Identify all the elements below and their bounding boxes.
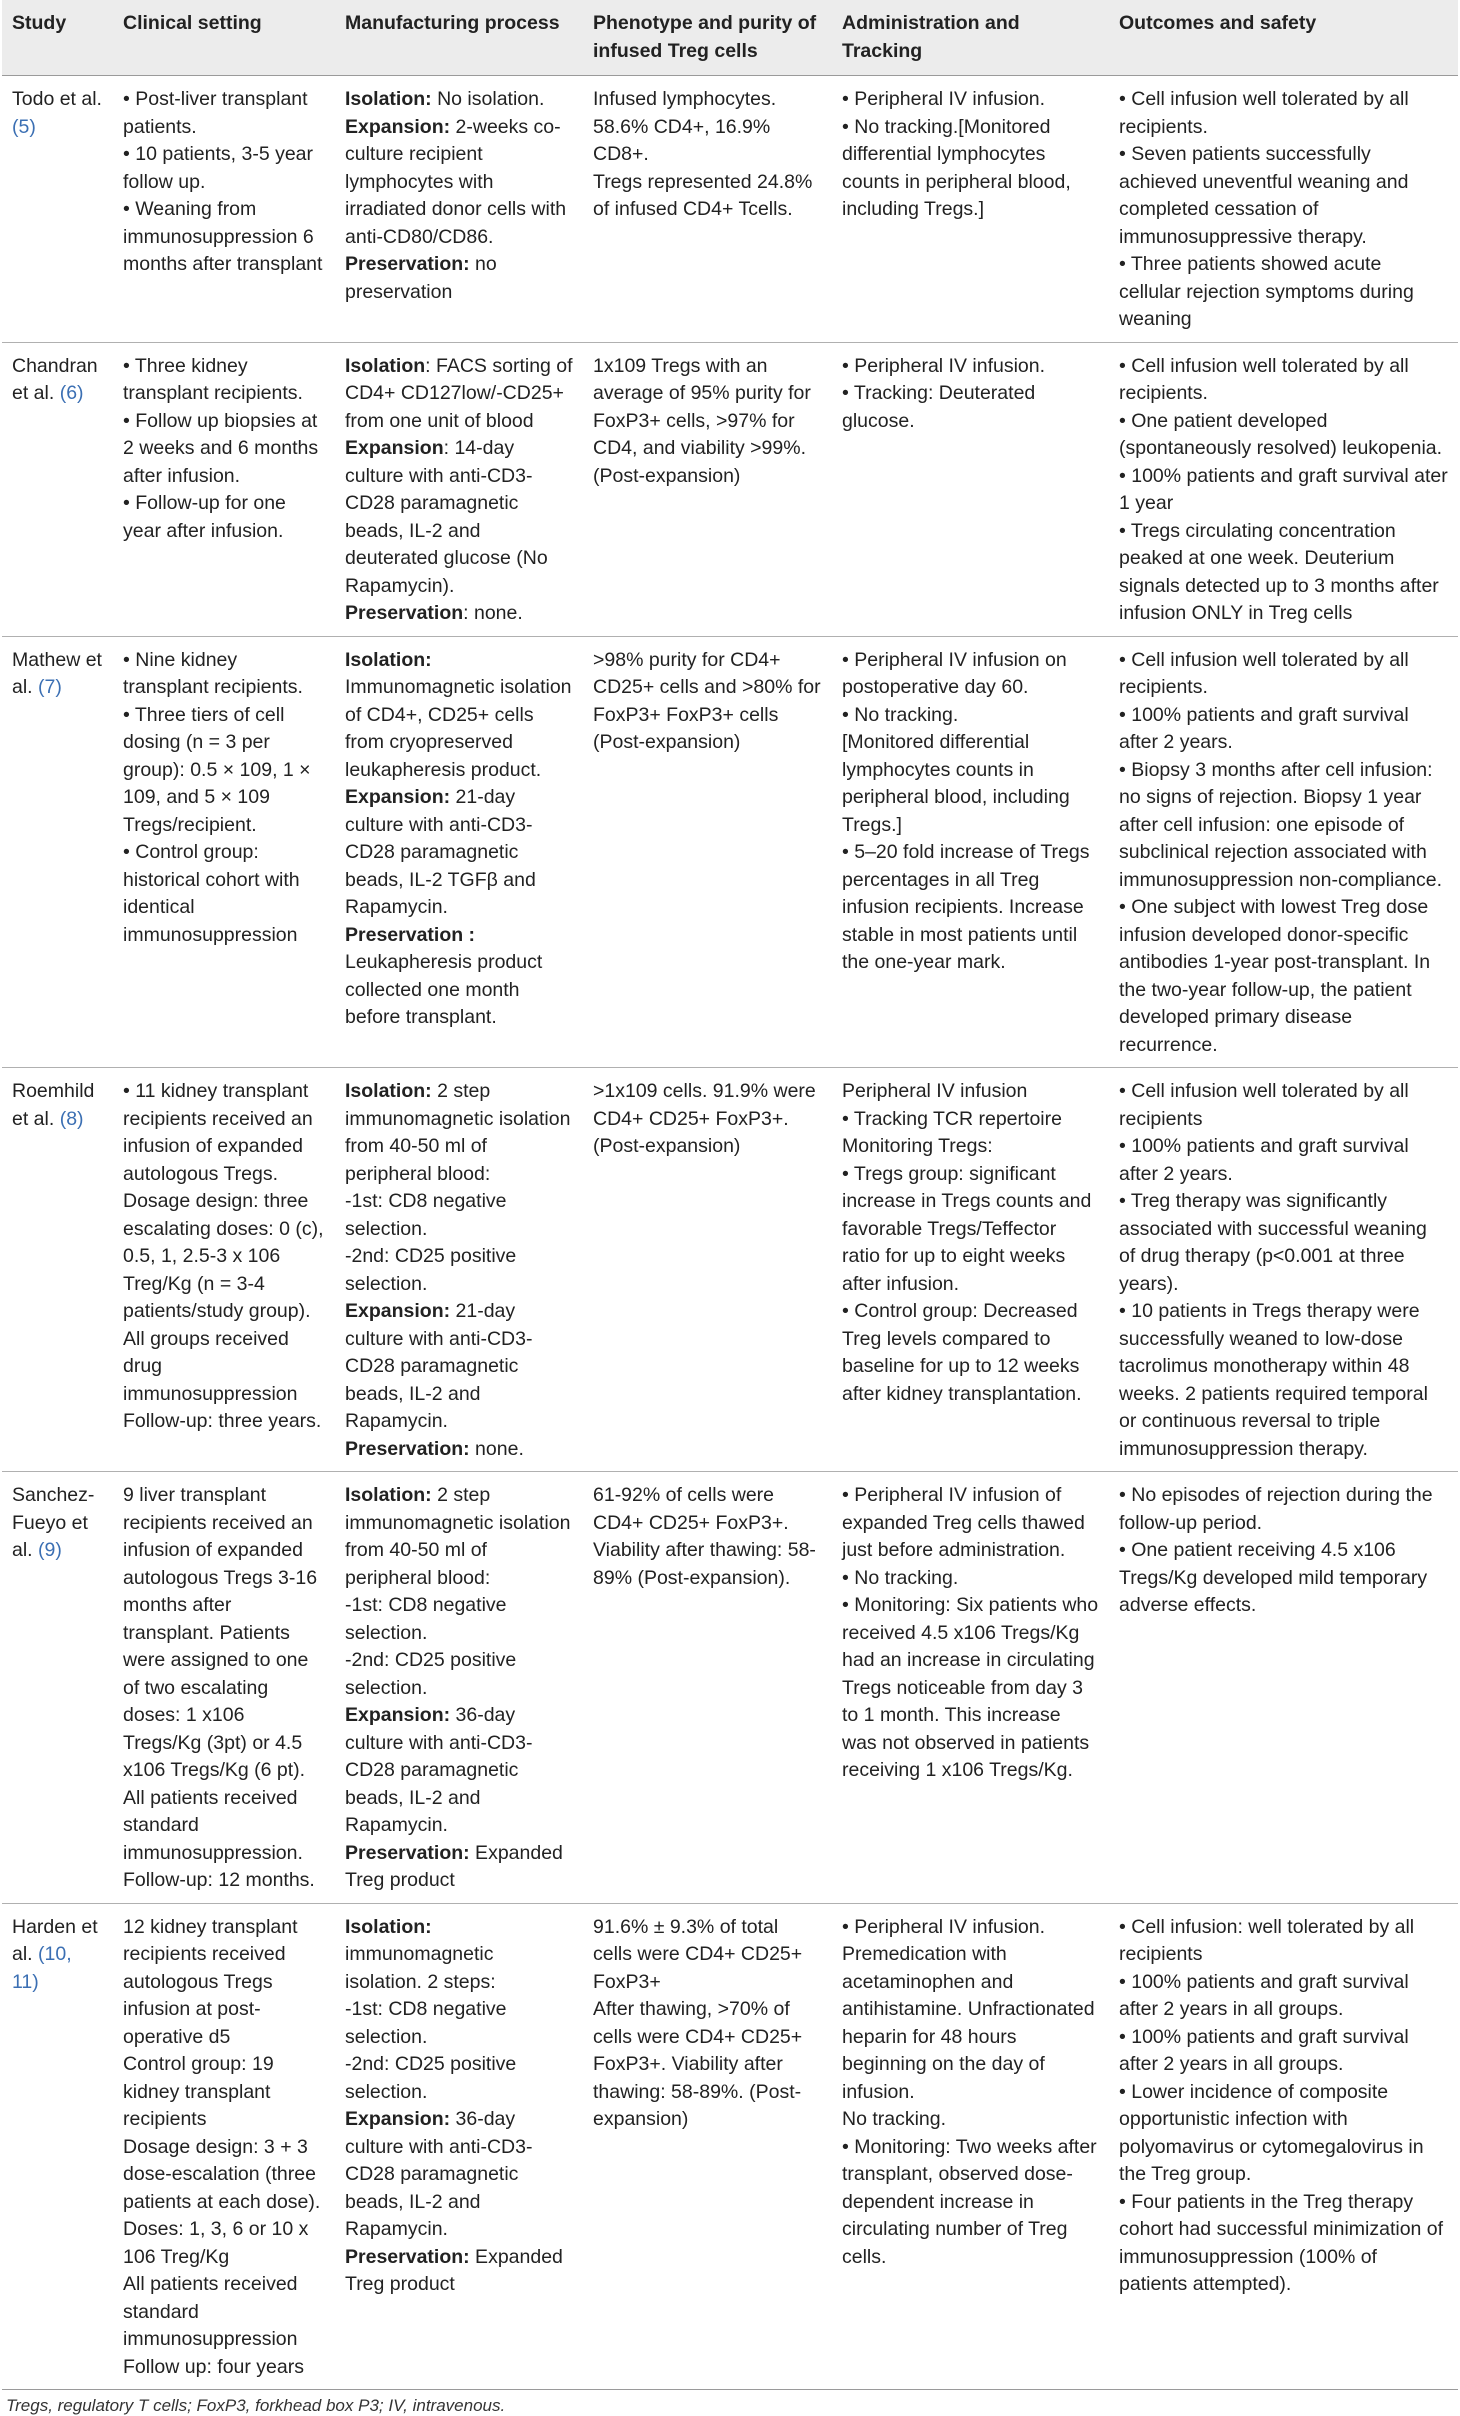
administration-line: • Monitoring: Six patients who received 4.5 x106 Tregs/Kg had an increase in circulating Tregs noticeable from day 3 to 1 month. This increase was not observed in patients receiving 1 x106 Tregs/Kg. <box>842 1594 1099 1781</box>
cell-administration <box>832 76 1109 343</box>
treg-trials-table <box>2 0 1458 2390</box>
header-outcomes: Outcomes and safety <box>1109 0 1458 76</box>
manufacturing-text: : none. <box>463 602 523 624</box>
phenotype-line: 61-92% of cells were CD4+ CD25+ FoxP3+. Viability after thawing: 58-89% (Post-expansion). <box>593 1484 816 1589</box>
header-administration: Administration and Tracking <box>832 0 1109 76</box>
header-manufacturing-process: Manufacturing process <box>335 0 583 76</box>
cell-clinical-setting <box>113 76 335 343</box>
manufacturing-line <box>345 1592 573 1647</box>
manufacturing-text: no preservation <box>345 253 497 303</box>
outcome-line: • Three patients showed acute cellular rejection symptoms during weaning <box>1119 253 1414 330</box>
clinical-line: All patients received standard immunosuppression. <box>123 1786 303 1864</box>
administration-line: • Tracking: Deuterated glucose. <box>842 382 1036 432</box>
study-reference-link[interactable]: (9) <box>38 1539 62 1561</box>
clinical-line: • Follow-up for one year after infusion. <box>123 492 286 542</box>
manufacturing-text: Expanded Treg product <box>345 2245 563 2295</box>
cell-manufacturing <box>335 1903 583 2390</box>
header-study: Study <box>2 0 113 76</box>
phenotype-line: Infused lymphocytes. 58.6% CD4+, 16.9% CD8+. <box>593 88 777 165</box>
clinical-line: Follow-up: 12 months. <box>123 1869 315 1891</box>
manufacturing-label: Isolation: <box>345 1915 432 1938</box>
outcome-line: • Cell infusion well tolerated by all recipients. <box>1119 648 1409 698</box>
cell-study <box>2 342 113 636</box>
outcome-line: • 100% patients and graft survival after 2 years. <box>1119 703 1409 753</box>
manufacturing-label: Isolation: <box>345 1484 432 1506</box>
administration-line: • Peripheral IV infusion. Premedication with acetaminophen and antihistamine. Unfractionated heparin for 48 hours beginning on the day of infusion. <box>842 1915 1095 2103</box>
clinical-line: 9 liver transplant recipients received an infusion of expanded autologous Tregs 3-16 months after transplant. Patients were assigned to one of two escalating doses: 1 x106 Tregs/Kg (3pt) or 4.5 x106 Tregs/Kg (6 pt). <box>123 1484 318 1781</box>
study-reference-link[interactable]: (10, 11) <box>12 1943 72 1993</box>
manufacturing-line <box>345 114 573 252</box>
table-row <box>2 342 1458 636</box>
cell-clinical-setting <box>113 342 335 636</box>
manufacturing-text: -2nd: CD25 positive selection. <box>345 1245 517 1295</box>
manufacturing-text: Leukapheresis product collected one month before transplant. <box>345 951 543 1028</box>
table-body <box>2 76 1458 2390</box>
outcome-line: • Cell infusion well tolerated by all recipients. <box>1119 354 1409 404</box>
clinical-line: • Control group: historical cohort with identical immunosuppression <box>123 841 300 946</box>
manufacturing-text: 36-day culture with anti-CD3-CD28 paramagnetic beads, IL-2 and Rapamycin. <box>345 2108 533 2240</box>
manufacturing-text: 21-day culture with anti-CD3-CD28 paramagnetic beads, IL-2 TGFβ and Rapamycin. <box>345 786 536 918</box>
administration-line: • No tracking. <box>842 1566 959 1589</box>
manufacturing-line <box>345 86 573 114</box>
study-name: Mathew et al. <box>12 648 102 698</box>
study-name: Todo et al. <box>12 88 102 110</box>
administration-line: • Peripheral IV infusion of expanded Treg cells thawed just before administration. <box>842 1484 1085 1561</box>
clinical-line: Follow-up: three years. <box>123 1410 322 1432</box>
manufacturing-label: Expansion: <box>345 1704 451 1726</box>
manufacturing-line <box>345 1078 573 1188</box>
phenotype-line: Tregs represented 24.8% of infused CD4+ Tcells. <box>593 170 813 220</box>
header-clinical-setting: Clinical setting <box>113 0 335 76</box>
cell-manufacturing <box>335 1472 583 1904</box>
outcome-line: • Cell infusion well tolerated by all recipients. <box>1119 88 1409 138</box>
manufacturing-line <box>345 353 573 436</box>
study-reference-link[interactable]: (5) <box>12 115 36 138</box>
administration-line: • Peripheral IV infusion. <box>842 88 1046 110</box>
manufacturing-text: 36-day culture with anti-CD3-CD28 paramagnetic beads, IL-2 and Rapamycin. <box>345 1704 533 1836</box>
outcome-line: • Lower incidence of composite opportunistic infection with polyomavirus or cytomegalovirus in the Treg group. <box>1119 2080 1424 2185</box>
outcome-line: • 100% patients and graft survival after 2 years in all groups. <box>1119 1970 1409 2020</box>
cell-study <box>2 636 113 1068</box>
manufacturing-text: 2 step immunomagnetic isolation from 40-50 ml of peripheral blood: <box>345 1080 571 1185</box>
manufacturing-label: Expansion: <box>345 786 451 808</box>
manufacturing-line <box>345 2244 573 2299</box>
outcome-line: • 10 patients in Tregs therapy were successfully weaned to low-dose tacrolimus monotherapy within 48 weeks. 2 patients required temporal or continuous reversal to triple immunosuppression therapy. <box>1119 1300 1428 1460</box>
manufacturing-label: Preservation <box>345 602 464 624</box>
manufacturing-label: Preservation: <box>345 1437 470 1460</box>
manufacturing-line <box>345 251 573 306</box>
administration-line: • Tracking TCR repertoire <box>842 1107 1062 1130</box>
header-phenotype: Phenotype and purity of infused Treg cells <box>583 0 832 76</box>
clinical-line: • Three kidney transplant recipients. <box>123 354 303 404</box>
phenotype-line: 91.6% ± 9.3% of total cells were CD4+ CD25+ FoxP3+ <box>593 1915 803 1993</box>
manufacturing-text: -2nd: CD25 positive selection. <box>345 2053 517 2103</box>
manufacturing-text: none. <box>469 1437 524 1460</box>
manufacturing-line <box>345 1996 573 2051</box>
outcome-line: • One patient receiving 4.5 x106 Tregs/Kg developed mild temporary adverse effects. <box>1119 1539 1428 1616</box>
manufacturing-line <box>345 922 573 1032</box>
manufacturing-label: Preservation : <box>345 923 476 946</box>
clinical-line: • 10 patients, 3-5 year follow up. <box>123 143 314 193</box>
outcome-line: • Treg therapy was significantly associated with successful weaning of drug therapy (p<0.001 at three years). <box>1119 1190 1427 1295</box>
manufacturing-line <box>345 1298 573 1436</box>
manufacturing-label: Isolation: <box>345 88 432 110</box>
cell-phenotype <box>583 636 832 1068</box>
table-footnote: Tregs, regulatory T cells; FoxP3, forkhead box P3; IV, intravenous. <box>6 2396 506 2415</box>
manufacturing-line <box>345 1482 573 1592</box>
header-row <box>2 0 1458 76</box>
outcome-line: • Cell infusion: well tolerated by all recipients <box>1119 1915 1415 1965</box>
manufacturing-label: Isolation: <box>345 1080 432 1102</box>
cell-administration <box>832 636 1109 1068</box>
cell-clinical-setting <box>113 1903 335 2390</box>
cell-manufacturing <box>335 76 583 343</box>
study-name: Roemhild et al. <box>12 1080 95 1130</box>
administration-line: • No tracking. <box>842 703 959 726</box>
cell-manufacturing <box>335 1068 583 1472</box>
study-reference-link[interactable]: (8) <box>59 1107 84 1130</box>
clinical-line: Dosage design: three escalating doses: 0 (c), 0.5, 1, 2.5-3 x 106 Treg/Kg (n = 3-4 patients/study group). <box>123 1190 324 1322</box>
administration-line: • No tracking.[Monitored differential lymphocytes counts in peripheral blood, including Tregs.] <box>842 115 1071 220</box>
table-row <box>2 76 1458 343</box>
manufacturing-text: Expanded Treg product <box>345 1841 563 1891</box>
cell-outcomes <box>1109 76 1458 343</box>
outcome-line: • Cell infusion well tolerated by all recipients <box>1119 1080 1409 1130</box>
clinical-line: Control group: 19 kidney transplant recipients <box>123 2053 274 2130</box>
manufacturing-line <box>345 2051 573 2106</box>
cell-administration <box>832 342 1109 636</box>
manufacturing-label: Preservation: <box>345 1841 470 1864</box>
table-row <box>2 636 1458 1068</box>
cell-outcomes <box>1109 636 1458 1068</box>
clinical-line: Dosage design: 3 + 3 dose-escalation (three patients at each dose). Doses: 1, 3, 6 or 10 x 106 Treg/Kg <box>123 2135 321 2268</box>
cell-study <box>2 76 113 343</box>
clinical-line: 12 kidney transplant recipients received autologous Tregs infusion at post-operative d5 <box>123 1915 298 2048</box>
cell-clinical-setting <box>113 636 335 1068</box>
manufacturing-line <box>345 435 573 600</box>
cell-administration <box>832 1903 1109 2390</box>
administration-line: • Peripheral IV infusion on postoperative day 60. <box>842 648 1067 698</box>
study-name: Sanchez-Fueyo et al. <box>12 1484 95 1561</box>
manufacturing-label: Isolation <box>345 354 426 377</box>
manufacturing-text: : FACS sorting of CD4+ CD127low/-CD25+ from one unit of blood <box>345 354 573 432</box>
phenotype-line: 1x109 Tregs with an average of 95% purity for FoxP3+ cells, >97% for CD4, and viability >99%. (Post-expansion) <box>593 354 811 487</box>
manufacturing-text: 21-day culture with anti-CD3-CD28 paramagnetic beads, IL-2 and Rapamycin. <box>345 1300 533 1432</box>
cell-study <box>2 1472 113 1904</box>
clinical-line: • 11 kidney transplant recipients received an infusion of expanded autologous Tregs. <box>123 1080 313 1185</box>
manufacturing-text: -1st: CD8 negative selection. <box>345 1998 507 2048</box>
clinical-line: • Post-liver transplant patients. <box>123 88 308 138</box>
administration-line: • Control group: Decreased Treg levels compared to baseline for up to 12 weeks after kidney transplantation. <box>842 1300 1082 1405</box>
administration-line: [Monitored differential lymphocytes counts in peripheral blood, including Tregs.] <box>842 731 1070 836</box>
manufacturing-text: immunomagnetic isolation. 2 steps: <box>345 1943 496 1993</box>
outcome-line: • No episodes of rejection during the follow-up period. <box>1119 1484 1433 1534</box>
cell-outcomes <box>1109 1472 1458 1904</box>
clinical-line: • Three tiers of cell dosing (n = 3 per group): 0.5 × 109, 1 × 109, and 5 × 109 Tregs/recipient. <box>123 703 311 836</box>
cell-manufacturing <box>335 342 583 636</box>
outcome-line: • One patient developed (spontaneously resolved) leukopenia. <box>1119 409 1443 459</box>
manufacturing-text: -1st: CD8 negative selection. <box>345 1190 507 1240</box>
administration-line: • Tregs group: significant increase in Tregs counts and favorable Tregs/Teffector ratio for up to eight weeks after infusion. <box>842 1162 1092 1295</box>
outcome-line: • 100% patients and graft survival after 2 years in all groups. <box>1119 2025 1409 2075</box>
study-name: Harden et al. <box>12 1915 98 1965</box>
administration-line: Monitoring Tregs: <box>842 1135 993 1157</box>
outcome-line: • Four patients in the Treg therapy cohort had successful minimization of immunosuppression (100% of patients attempted). <box>1119 2190 1444 2295</box>
table-header <box>2 0 1458 76</box>
clinical-line: All groups received drug immunosuppression <box>123 1327 298 1405</box>
cell-manufacturing <box>335 636 583 1068</box>
phenotype-line: >1x109 cells. 91.9% were CD4+ CD25+ FoxP3+. (Post-expansion) <box>593 1080 816 1157</box>
manufacturing-label: Expansion: <box>345 115 451 138</box>
study-reference-link[interactable]: (6) <box>59 382 84 404</box>
manufacturing-text: 2 step immunomagnetic isolation from 40-50 ml of peripheral blood: <box>345 1484 571 1589</box>
manufacturing-line <box>345 1188 573 1243</box>
manufacturing-line <box>345 1840 573 1895</box>
manufacturing-line <box>345 1914 573 1942</box>
outcome-line: • One subject with lowest Treg dose infusion developed donor-specific antibodies 1-year post-transplant. In the two-year follow-up, the patient developed primary disease recurrence. <box>1119 896 1431 1056</box>
manufacturing-label: Expansion <box>345 437 444 459</box>
clinical-line: • Nine kidney transplant recipients. <box>123 648 303 698</box>
manufacturing-line <box>345 600 573 628</box>
administration-line: Peripheral IV infusion <box>842 1080 1028 1102</box>
cell-study <box>2 1068 113 1472</box>
administration-line: • Peripheral IV infusion. <box>842 354 1046 377</box>
outcome-line: • 100% patients and graft survival after 2 years. <box>1119 1135 1409 1185</box>
cell-phenotype <box>583 76 832 343</box>
manufacturing-line <box>345 784 573 922</box>
administration-line: No tracking. <box>842 2108 947 2130</box>
manufacturing-line <box>345 2106 573 2244</box>
table-row <box>2 1472 1458 1904</box>
outcome-line: • 100% patients and graft survival ater 1 year <box>1119 464 1448 514</box>
outcome-line: • Biopsy 3 months after cell infusion: no signs of rejection. Biopsy 1 year after cell infusion: one episode of subclinical rejection associated with immunosuppression non-compliance. <box>1119 758 1442 891</box>
cell-outcomes <box>1109 1068 1458 1472</box>
cell-clinical-setting <box>113 1068 335 1472</box>
manufacturing-line <box>345 1436 573 1464</box>
manufacturing-line <box>345 1941 573 1996</box>
manufacturing-label: Isolation: <box>345 648 432 671</box>
cell-administration <box>832 1068 1109 1472</box>
manufacturing-label: Expansion: <box>345 1300 451 1322</box>
study-name: Chandran et al. <box>12 354 98 404</box>
outcome-line: • Seven patients successfully achieved uneventful weaning and completed cessation of immunosuppressive therapy. <box>1119 143 1409 248</box>
cell-phenotype <box>583 1903 832 2390</box>
cell-administration <box>832 1472 1109 1904</box>
clinical-line: All patients received standard immunosuppression <box>123 2273 298 2350</box>
cell-phenotype <box>583 1472 832 1904</box>
cell-outcomes <box>1109 1903 1458 2390</box>
table-row <box>2 1068 1458 1472</box>
manufacturing-label: Preservation: <box>345 253 470 275</box>
cell-phenotype <box>583 342 832 636</box>
manufacturing-text: 2-weeks co-culture recipient lymphocytes with irradiated donor cells with anti-CD80/CD86. <box>345 115 567 248</box>
study-reference-link[interactable]: (7) <box>38 676 62 698</box>
manufacturing-label: Preservation: <box>345 2245 470 2268</box>
manufacturing-text: -1st: CD8 negative selection. <box>345 1594 507 1644</box>
outcome-line: • Tregs circulating concentration peaked at one week. Deuterium signals detected up to 3 months after infusion ONLY in Treg cells <box>1119 519 1439 624</box>
clinical-line: • Follow up biopsies at 2 weeks and 6 months after infusion. <box>123 409 319 487</box>
manufacturing-line <box>345 1647 573 1702</box>
phenotype-line: >98% purity for CD4+ CD25+ cells and >80% for FoxP3+ FoxP3+ cells (Post-expansion) <box>593 648 821 753</box>
phenotype-line: After thawing, >70% of cells were CD4+ CD25+ FoxP3+. Viability after thawing: 58-89%. (Post-expansion) <box>593 1998 803 2130</box>
clinical-line: • Weaning from immunosuppression 6 months after transplant <box>123 198 323 275</box>
cell-phenotype <box>583 1068 832 1472</box>
manufacturing-text: No isolation. <box>431 88 545 110</box>
administration-line: • Monitoring: Two weeks after transplant, observed dose-dependent increase in circulating number of Treg cells. <box>842 2135 1097 2268</box>
manufacturing-line <box>345 647 573 785</box>
manufacturing-line <box>345 1243 573 1298</box>
table-row <box>2 1903 1458 2390</box>
manufacturing-line <box>345 1702 573 1840</box>
manufacturing-label: Expansion: <box>345 2108 451 2130</box>
manufacturing-text: -2nd: CD25 positive selection. <box>345 1649 517 1699</box>
administration-line: • 5–20 fold increase of Tregs percentages in all Treg infusion recipients. Increase stable in most patients until the one-year mark. <box>842 841 1090 973</box>
cell-study <box>2 1903 113 2390</box>
clinical-line: Follow up: four years <box>123 2355 304 2378</box>
cell-outcomes <box>1109 342 1458 636</box>
cell-clinical-setting <box>113 1472 335 1904</box>
manufacturing-text: Immunomagnetic isolation of CD4+, CD25+ cells from cryopreserved leukapheresis product. <box>345 676 572 781</box>
manufacturing-text: : 14-day culture with anti-CD3-CD28 paramagnetic beads, IL-2 and deuterated glucose (No Rapamycin). <box>345 437 548 597</box>
